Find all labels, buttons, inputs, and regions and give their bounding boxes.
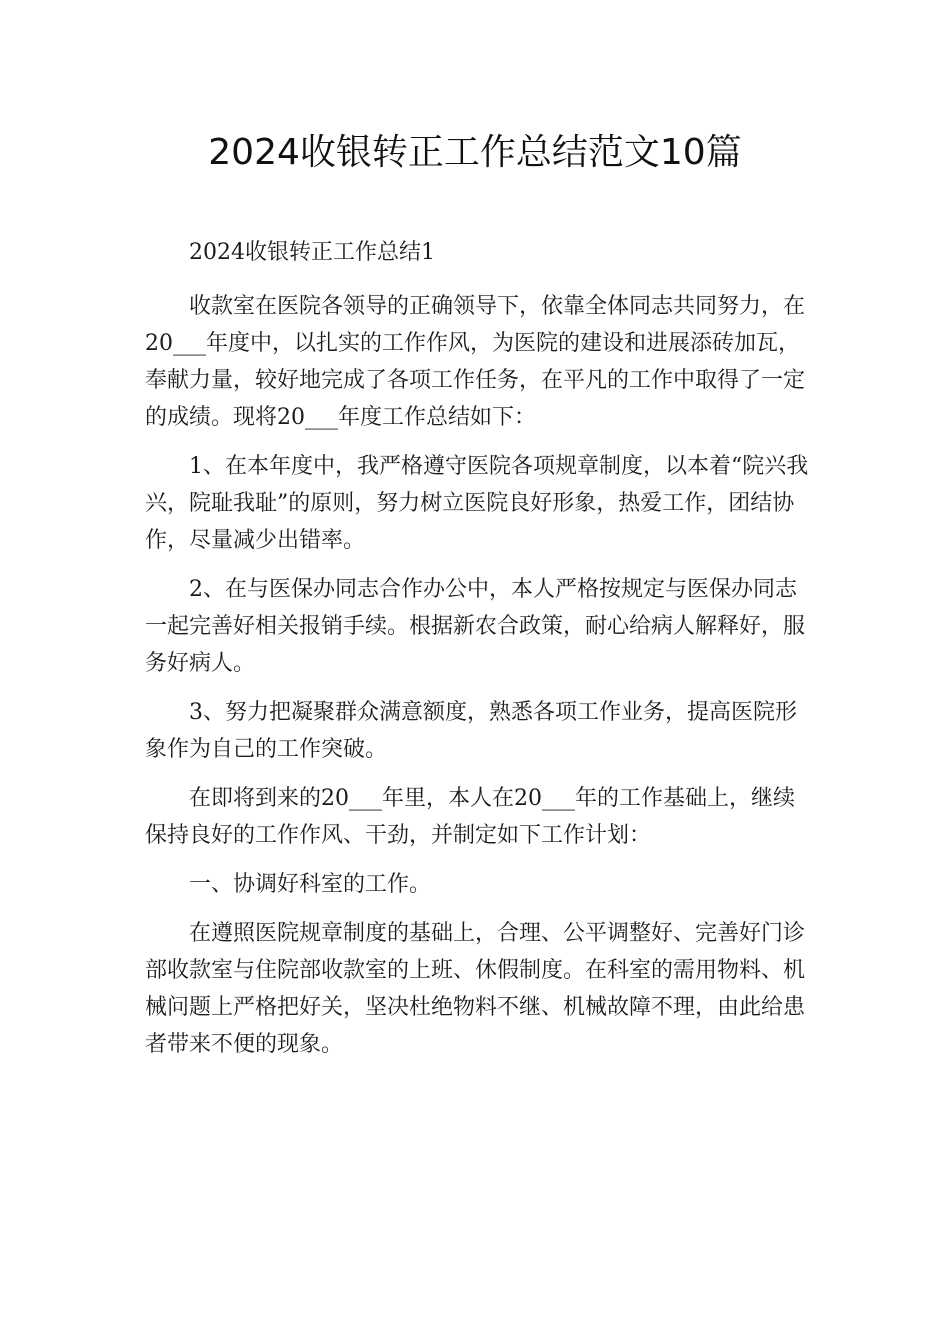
plan-heading-1: 一、协调好科室的工作。 bbox=[189, 872, 432, 897]
paragraph-item-2: 2、在与医保办同志合作办公中，本人严格按规定与医保办同志一起完善好相关报销手续。根据新农合政策，耐心给病人解释好，服务好病人。 bbox=[145, 577, 806, 676]
paragraph-item-3: 3、努力把凝聚群众满意额度，熟悉各项工作业务，提高医院形象作为自己的工作突破。 bbox=[145, 700, 797, 762]
document-title: 2024收银转正工作总结范文10篇 bbox=[208, 132, 742, 173]
document-body bbox=[145, 234, 813, 1075]
paragraph-plan-intro: 在即将到来的20___年里，本人在20___年的工作基础上，继续保持良好的工作作风、干劲，并制定如下工作计划： bbox=[145, 786, 795, 848]
paragraph-item-1: 1、在本年度中，我严格遵守医院各项规章制度，以本着“院兴我兴，院耻我耻”的原则，努力树立医院良好形象，热爱工作，团结协作，尽量减少出错率。 bbox=[145, 454, 809, 553]
paragraph-plan-1: 在遵照医院规章制度的基础上，合理、公平调整好、完善好门诊部收款室与住院部收款室的上班、休假制度。在科室的需用物料、机械问题上严格把好关，坚决杜绝物料不继、机械故障不理，由此给患者带来不便的现象。 bbox=[145, 921, 806, 1057]
section-heading: 2024收银转正工作总结1 bbox=[189, 240, 435, 265]
paragraph-intro: 收款室在医院各领导的正确领导下，依靠全体同志共同努力，在20___年度中，以扎实的工作作风，为医院的建设和进展添砖加瓦，奉献力量，较好地完成了各项工作任务，在平凡的工作中取得了一定的成绩。现将20___年度工作总结如下： bbox=[145, 294, 806, 430]
